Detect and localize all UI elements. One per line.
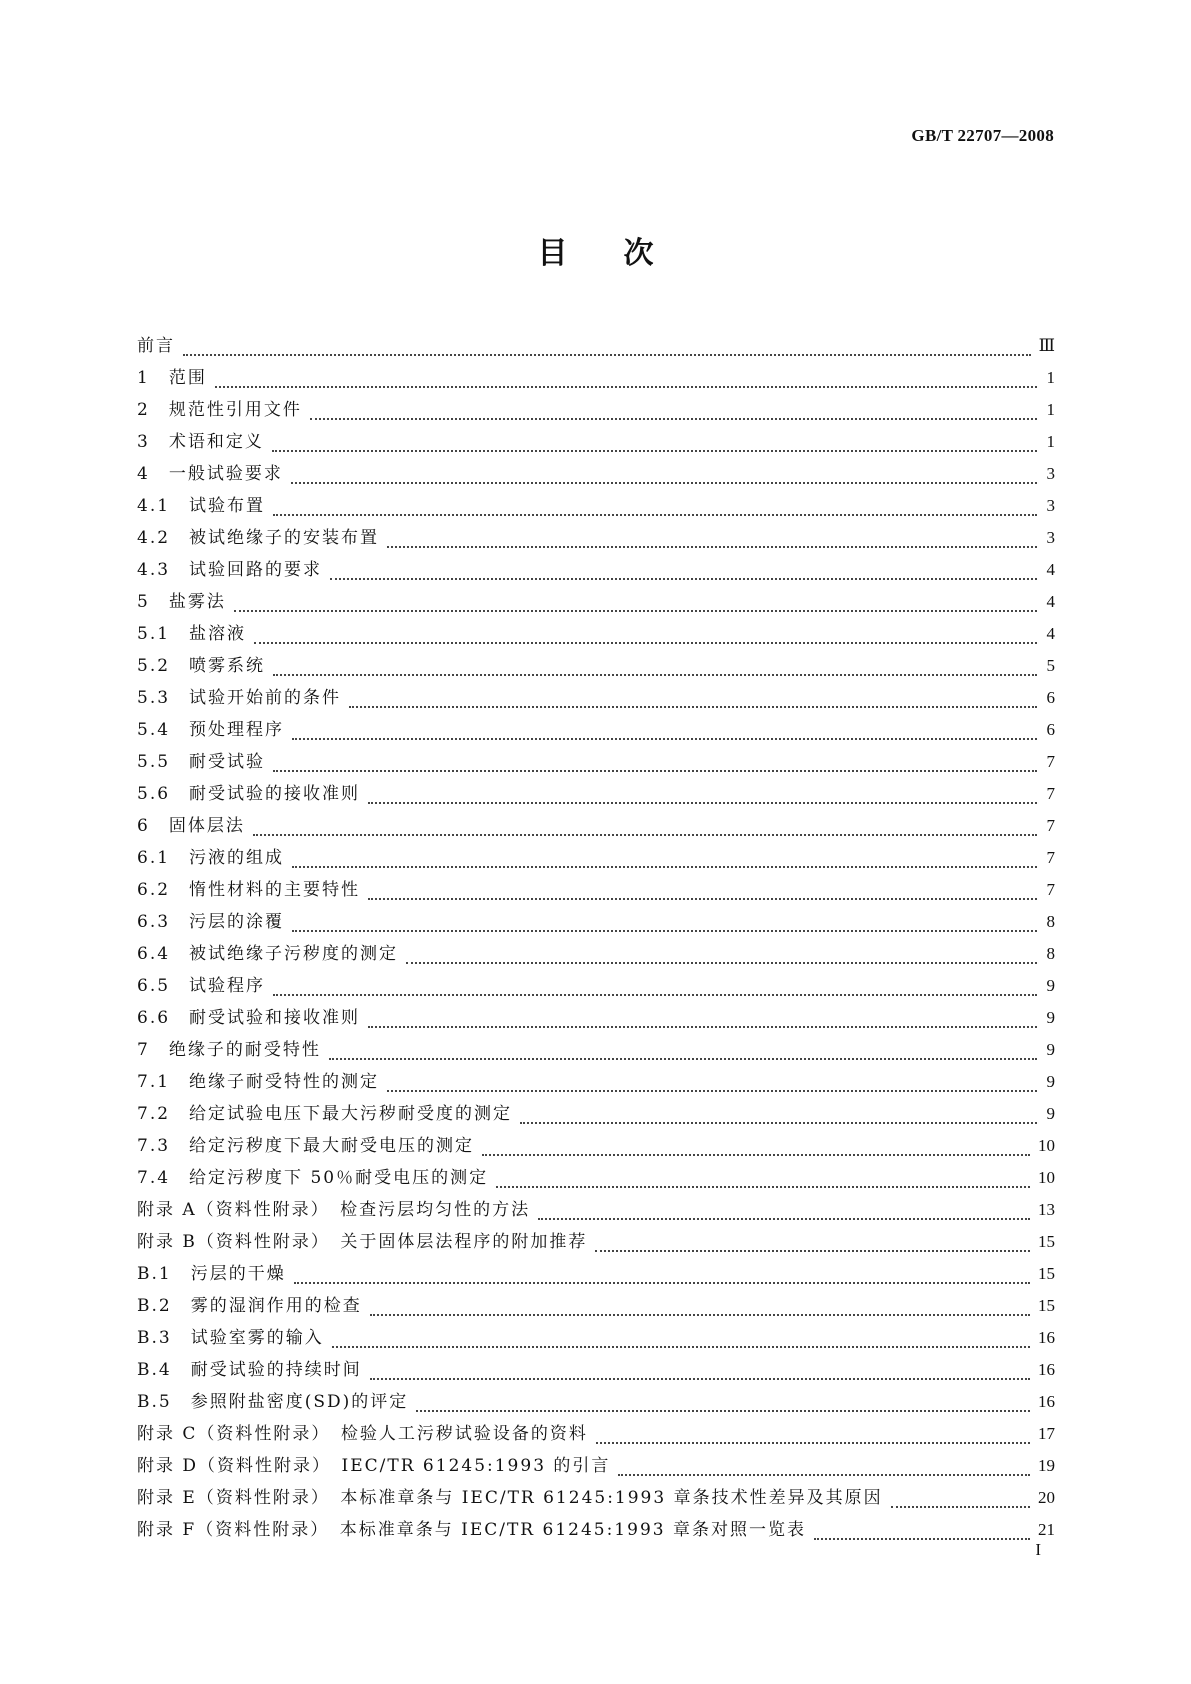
toc-dot-leader (520, 1122, 1037, 1124)
toc-entry-label: B.4 耐受试验的持续时间 (137, 1360, 362, 1380)
toc-entry-label: 7 绝缘子的耐受特性 (137, 1040, 321, 1060)
toc-dot-leader (329, 1058, 1037, 1060)
toc-entry-label: 4 一般试验要求 (137, 464, 283, 484)
toc-entry-page: 10 (1038, 1168, 1055, 1187)
toc-entry[interactable] (137, 1098, 1055, 1130)
toc-entry[interactable] (137, 522, 1055, 554)
toc-dot-leader (496, 1186, 1030, 1188)
toc-dot-leader (183, 354, 1031, 356)
toc-entry[interactable] (137, 586, 1055, 618)
toc-entry-label: 6.5 试验程序 (137, 976, 266, 996)
toc-entry[interactable] (137, 810, 1055, 842)
table-of-contents (137, 330, 1055, 1546)
toc-dot-leader (291, 482, 1037, 484)
toc-entry[interactable] (137, 1450, 1055, 1482)
toc-entry-page: 8 (1046, 944, 1055, 963)
toc-dot-leader (538, 1218, 1030, 1220)
toc-entry-label: 4.1 试验布置 (137, 496, 266, 516)
toc-dot-leader (292, 866, 1037, 868)
toc-dot-leader (310, 418, 1037, 420)
toc-entry-page: 6 (1046, 688, 1055, 707)
toc-entry-page: 7 (1046, 784, 1055, 803)
toc-entry[interactable] (137, 1130, 1055, 1162)
toc-entry-page: 9 (1046, 1040, 1055, 1059)
toc-entry-page: 9 (1046, 1072, 1055, 1091)
toc-entry-label: 5.2 喷雾系统 (137, 656, 266, 676)
toc-entry-page: 1 (1046, 432, 1055, 451)
toc-entry-page: 3 (1046, 496, 1055, 515)
toc-entry[interactable] (137, 1034, 1055, 1066)
toc-entry-label: 2 规范性引用文件 (137, 400, 302, 420)
toc-entry[interactable] (137, 1418, 1055, 1450)
page-number: I (1035, 1540, 1041, 1559)
toc-entry[interactable] (137, 682, 1055, 714)
toc-dot-leader (273, 674, 1037, 676)
toc-dot-leader (273, 514, 1037, 516)
toc-entry[interactable] (137, 970, 1055, 1002)
toc-entry[interactable] (137, 1514, 1055, 1546)
toc-entry-label: 附录 B（资料性附录） 关于固体层法程序的附加推荐 (137, 1232, 588, 1252)
toc-entry-label: 5.5 耐受试验 (137, 752, 266, 772)
toc-entry-page: 15 (1038, 1264, 1055, 1283)
toc-entry[interactable] (137, 1482, 1055, 1514)
toc-entry-label: 5.4 预处理程序 (137, 720, 285, 740)
toc-entry[interactable] (137, 1226, 1055, 1258)
toc-entry-label: 1 范围 (137, 368, 207, 388)
toc-dot-leader (349, 706, 1037, 708)
toc-dot-leader (406, 962, 1037, 964)
toc-dot-leader (273, 770, 1037, 772)
toc-entry-label: 7.2 给定试验电压下最大污秽耐受度的测定 (137, 1104, 513, 1124)
toc-entry-page: 1 (1046, 368, 1055, 387)
toc-entry[interactable] (137, 458, 1055, 490)
toc-entry-page: 15 (1038, 1232, 1055, 1251)
toc-dot-leader (330, 578, 1037, 580)
toc-entry-label: 前言 (137, 336, 175, 356)
toc-entry-page: 17 (1038, 1424, 1055, 1443)
toc-entry[interactable] (137, 650, 1055, 682)
toc-dot-leader (618, 1474, 1030, 1476)
toc-dot-leader (368, 898, 1037, 900)
toc-entry[interactable] (137, 778, 1055, 810)
toc-entry-label: 6.4 被试绝缘子污秽度的测定 (137, 944, 399, 964)
toc-entry-page: 7 (1046, 848, 1055, 867)
toc-entry-page: 8 (1046, 912, 1055, 931)
toc-dot-leader (596, 1442, 1030, 1444)
toc-dot-leader (416, 1410, 1030, 1412)
toc-entry-page: 19 (1038, 1456, 1055, 1475)
toc-dot-leader (253, 834, 1037, 836)
toc-entry[interactable] (137, 490, 1055, 522)
toc-entry-page: 16 (1038, 1360, 1055, 1379)
toc-entry-label: 3 术语和定义 (137, 432, 264, 452)
toc-entry-label: 附录 D（资料性附录） IEC/TR 61245:1993 的引言 (137, 1456, 611, 1476)
toc-dot-leader (292, 738, 1037, 740)
toc-entry-label: 附录 E（资料性附录） 本标准章条与 IEC/TR 61245:1993 章条技术性差异及其原因 (137, 1488, 883, 1508)
toc-entry[interactable] (137, 1002, 1055, 1034)
toc-dot-leader (482, 1154, 1030, 1156)
toc-entry-label: 5.6 耐受试验的接收准则 (137, 784, 361, 804)
toc-entry-page: 9 (1046, 976, 1055, 995)
toc-entry-page: 16 (1038, 1328, 1055, 1347)
toc-entry-page: 9 (1046, 1104, 1055, 1123)
toc-entry-page: 6 (1046, 720, 1055, 739)
toc-entry-label: 4.3 试验回路的要求 (137, 560, 323, 580)
toc-entry-label: B.1 污层的干燥 (137, 1264, 286, 1284)
toc-entry[interactable] (137, 330, 1055, 362)
toc-entry-label: B.5 参照附盐密度(SD)的评定 (137, 1392, 409, 1412)
toc-dot-leader (234, 610, 1037, 612)
toc-entry-page: 9 (1046, 1008, 1055, 1027)
toc-entry-label: 6.2 惰性材料的主要特性 (137, 880, 361, 900)
toc-entry[interactable] (137, 874, 1055, 906)
toc-entry[interactable] (137, 618, 1055, 650)
toc-dot-leader (215, 386, 1037, 388)
toc-dot-leader (292, 930, 1037, 932)
toc-entry[interactable] (137, 1322, 1055, 1354)
toc-entry[interactable] (137, 1194, 1055, 1226)
toc-entry-label: 6 固体层法 (137, 816, 245, 836)
toc-entry-label: 附录 C（资料性附录） 检验人工污秽试验设备的资料 (137, 1424, 588, 1444)
toc-entry-label: 7.3 给定污秽度下最大耐受电压的测定 (137, 1136, 475, 1156)
toc-entry-page: 7 (1046, 752, 1055, 771)
toc-entry-label: 7.1 绝缘子耐受特性的测定 (137, 1072, 380, 1092)
toc-entry-label: 6.1 污液的组成 (137, 848, 285, 868)
toc-entry-label: 7.4 给定污秽度下 50％耐受电压的测定 (137, 1168, 489, 1188)
toc-dot-leader (891, 1506, 1030, 1508)
toc-entry-page: 3 (1046, 464, 1055, 483)
toc-entry[interactable] (137, 426, 1055, 458)
toc-entry-page: 5 (1046, 656, 1055, 675)
toc-dot-leader (370, 1314, 1030, 1316)
toc-entry[interactable] (137, 1290, 1055, 1322)
toc-dot-leader (387, 1090, 1037, 1092)
toc-entry-page: 15 (1038, 1296, 1055, 1315)
toc-entry-page: 16 (1038, 1392, 1055, 1411)
toc-entry-page: 21 (1038, 1520, 1055, 1539)
toc-entry-page: 1 (1046, 400, 1055, 419)
toc-entry-label: 6.6 耐受试验和接收准则 (137, 1008, 361, 1028)
toc-entry-label: 5.1 盐溶液 (137, 624, 247, 644)
toc-dot-leader (814, 1538, 1030, 1540)
toc-entry-page: 13 (1038, 1200, 1055, 1219)
page-title: 目次 (537, 236, 710, 271)
toc-entry-label: B.3 试验室雾的输入 (137, 1328, 324, 1348)
toc-entry-label: 4.2 被试绝缘子的安装布置 (137, 528, 380, 548)
toc-entry-page: 3 (1046, 528, 1055, 547)
toc-entry[interactable] (137, 1162, 1055, 1194)
toc-dot-leader (595, 1250, 1030, 1252)
toc-dot-leader (254, 642, 1037, 644)
toc-entry[interactable] (137, 938, 1055, 970)
toc-entry[interactable] (137, 842, 1055, 874)
toc-dot-leader (368, 802, 1037, 804)
toc-entry-page: 7 (1046, 816, 1055, 835)
toc-entry[interactable] (137, 906, 1055, 938)
toc-entry[interactable] (137, 1354, 1055, 1386)
toc-dot-leader (370, 1378, 1030, 1380)
toc-dot-leader (272, 450, 1037, 452)
toc-entry[interactable] (137, 554, 1055, 586)
toc-entry-page: Ⅲ (1038, 336, 1055, 355)
toc-dot-leader (387, 546, 1037, 548)
toc-dot-leader (294, 1282, 1030, 1284)
toc-entry-label: 附录 A（资料性附录） 检查污层均匀性的方法 (137, 1200, 531, 1220)
toc-entry-page: 4 (1046, 560, 1055, 579)
toc-entry[interactable] (137, 1386, 1055, 1418)
standard-code: GB/T 22707—2008 (911, 126, 1054, 145)
toc-entry[interactable] (137, 362, 1055, 394)
toc-entry-label: 6.3 污层的涂覆 (137, 912, 285, 932)
toc-entry-page: 20 (1038, 1488, 1055, 1507)
toc-entry-label: 附录 F（资料性附录） 本标准章条与 IEC/TR 61245:1993 章条对照一览表 (137, 1520, 806, 1540)
toc-entry-page: 4 (1046, 592, 1055, 611)
toc-entry-label: 5 盐雾法 (137, 592, 226, 612)
toc-entry-page: 4 (1046, 624, 1055, 643)
toc-entry[interactable] (137, 746, 1055, 778)
toc-entry-page: 10 (1038, 1136, 1055, 1155)
toc-dot-leader (332, 1346, 1030, 1348)
toc-entry[interactable] (137, 714, 1055, 746)
toc-entry[interactable] (137, 394, 1055, 426)
toc-entry[interactable] (137, 1066, 1055, 1098)
toc-entry[interactable] (137, 1258, 1055, 1290)
toc-entry-page: 7 (1046, 880, 1055, 899)
toc-dot-leader (273, 994, 1037, 996)
toc-entry-label: 5.3 试验开始前的条件 (137, 688, 342, 708)
toc-dot-leader (368, 1026, 1037, 1028)
toc-entry-label: B.2 雾的湿润作用的检查 (137, 1296, 362, 1316)
